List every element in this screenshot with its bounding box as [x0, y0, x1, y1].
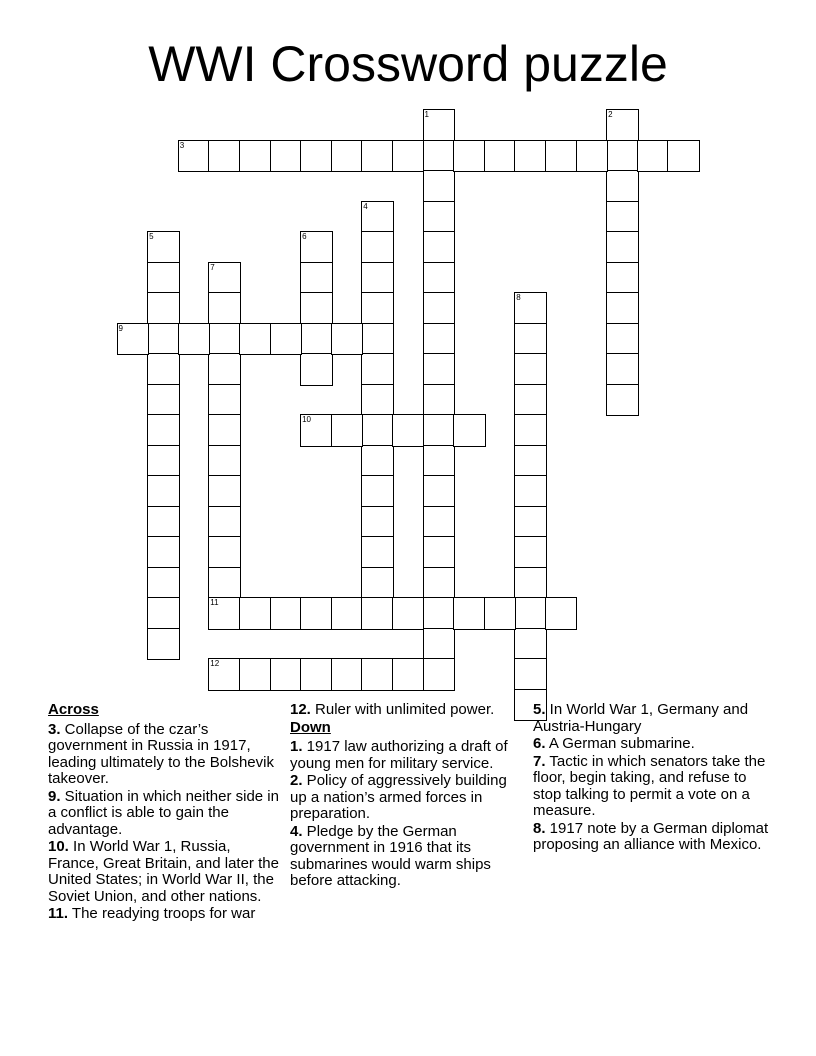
grid-cell[interactable] [515, 659, 546, 690]
grid-cell[interactable] [546, 598, 577, 629]
grid-cell[interactable] [209, 324, 240, 355]
clue-across-9: 9. Situation in which neither side in a conflict is able to gain the advantage. [48, 787, 279, 838]
grid-cell[interactable] [424, 446, 455, 477]
grid-cell[interactable] [271, 324, 302, 355]
grid-cell[interactable] [240, 324, 271, 355]
cell-number: 3 [179, 140, 185, 150]
grid-cell[interactable] [148, 507, 179, 538]
grid-cell[interactable] [424, 598, 455, 629]
grid-cell[interactable] [148, 385, 179, 416]
grid-cell[interactable] [209, 263, 240, 294]
grid-cell[interactable] [454, 141, 485, 172]
grid-cell[interactable] [209, 659, 240, 690]
grid-cell[interactable] [209, 141, 240, 172]
grid-cell[interactable] [209, 537, 240, 568]
clue-down-2: 2. Policy of aggressively building up a nation’s armed forces in preparation. [290, 772, 507, 822]
grid-cell[interactable] [515, 354, 546, 385]
cell-number: 6 [302, 232, 307, 241]
grid-cell[interactable] [362, 202, 393, 233]
grid-cell[interactable] [515, 385, 546, 416]
grid-cell[interactable] [454, 415, 485, 446]
clue-across-11: 11. The readying troops for war [48, 905, 256, 922]
cell-number: 7 [210, 262, 215, 272]
grid-cell[interactable] [362, 568, 393, 599]
grid-cell[interactable] [424, 293, 455, 324]
grid-cell[interactable] [424, 568, 455, 599]
grid-cell[interactable] [424, 202, 455, 233]
grid-cell[interactable] [424, 476, 455, 507]
grid-cell[interactable] [515, 629, 546, 660]
grid-cell[interactable] [638, 141, 669, 172]
grid-cell[interactable] [148, 293, 179, 324]
grid-cell[interactable] [607, 293, 638, 324]
cell-number: 5 [149, 232, 154, 241]
grid-cell[interactable] [332, 141, 363, 172]
grid-cell[interactable] [240, 141, 271, 172]
clue-down-6: 6. A German submarine. [533, 735, 695, 752]
grid-cell[interactable] [515, 568, 546, 599]
grid-cell[interactable] [362, 476, 393, 507]
grid-cell[interactable] [393, 598, 424, 629]
grid-cell[interactable] [332, 324, 363, 355]
cell-number: 11 [210, 598, 219, 607]
grid-cell[interactable] [148, 354, 179, 385]
clue-down-5: 5. In World War 1, Germany and Austria-Hungary [533, 701, 749, 735]
cell-number: 9 [118, 323, 123, 333]
grid-cell[interactable] [362, 232, 393, 263]
grid-cell[interactable] [332, 415, 363, 446]
grid-cell[interactable] [148, 415, 179, 446]
grid-cell[interactable] [301, 659, 332, 690]
grid-cell[interactable] [424, 537, 455, 568]
grid-cell[interactable] [362, 354, 393, 385]
cell-number: 4 [363, 201, 368, 211]
grid-cell[interactable] [301, 324, 332, 355]
grid-cell[interactable] [362, 293, 393, 324]
grid-cell[interactable] [515, 293, 546, 324]
grid-cell[interactable] [607, 354, 638, 385]
grid-cell[interactable] [271, 598, 302, 629]
cell-number: 2 [608, 110, 613, 119]
clue-down-1: 1. 1917 law authorizing a draft of young men for military service. [290, 738, 508, 772]
grid-cell[interactable] [209, 385, 240, 416]
clues-column-2 [290, 702, 526, 891]
grid-cell[interactable] [454, 598, 485, 629]
grid-cell[interactable] [118, 324, 149, 355]
grid-cell[interactable] [577, 141, 608, 172]
grid-cell[interactable] [240, 659, 271, 690]
grid-cell[interactable] [209, 415, 240, 446]
grid-cell[interactable] [148, 232, 179, 263]
grid-cell[interactable] [209, 476, 240, 507]
grid-cell[interactable] [546, 141, 577, 172]
grid-cell[interactable] [362, 446, 393, 477]
grid-cell[interactable] [301, 293, 332, 324]
grid-cell[interactable] [424, 141, 455, 172]
grid-cell[interactable] [515, 476, 546, 507]
grid-cell[interactable] [301, 232, 332, 263]
grid-cell[interactable] [424, 324, 455, 355]
grid-cell[interactable] [424, 171, 455, 202]
grid-cell[interactable] [209, 568, 240, 599]
grid-cell[interactable] [607, 171, 638, 202]
grid-cell[interactable] [393, 415, 424, 446]
grid-cell[interactable] [301, 415, 332, 446]
grid-cell[interactable] [515, 446, 546, 477]
clues-column-1 [48, 702, 284, 924]
grid-cell[interactable] [362, 598, 393, 629]
grid-cell[interactable] [607, 263, 638, 294]
grid-cell[interactable] [424, 507, 455, 538]
grid-cell[interactable] [240, 598, 271, 629]
grid-cell[interactable] [362, 659, 393, 690]
grid-cell[interactable] [301, 141, 332, 172]
grid-cell[interactable] [148, 263, 179, 294]
grid-cell[interactable] [424, 354, 455, 385]
grid-cell[interactable] [148, 537, 179, 568]
grid-cell[interactable] [424, 659, 455, 690]
grid-cell[interactable] [209, 507, 240, 538]
cell-number: 8 [516, 293, 521, 302]
grid-cell[interactable] [607, 202, 638, 233]
grid-cell[interactable] [515, 537, 546, 568]
cell-number: 12 [210, 659, 220, 668]
grid-cell[interactable] [362, 507, 393, 538]
grid-cell[interactable] [515, 324, 546, 355]
grid-cell[interactable] [607, 385, 638, 416]
grid-cell[interactable] [148, 568, 179, 599]
clue-down-8: 8. 1917 note by a German diplomat proposing an alliance with Mexico. [533, 819, 769, 853]
cell-number: 1 [424, 110, 429, 119]
grid-cell[interactable] [607, 141, 638, 172]
grid-cell[interactable] [362, 263, 393, 294]
clues-column-3 [533, 702, 769, 855]
grid-cell[interactable] [332, 598, 363, 629]
grid-cell[interactable] [515, 141, 546, 172]
grid-cell[interactable] [301, 263, 332, 294]
grid-cell[interactable] [607, 232, 638, 263]
grid-cell[interactable] [179, 141, 210, 172]
grid-cell[interactable] [393, 659, 424, 690]
grid-cell[interactable] [515, 415, 546, 446]
grid-cell[interactable] [362, 415, 393, 446]
clue-across-3: 3. Collapse of the czar’s government in Russia in 1917, leading ultimately to the Bolshevik takeover. [48, 720, 274, 787]
grid-cell[interactable] [424, 232, 455, 263]
cell-number: 10 [302, 415, 311, 424]
grid-cell[interactable] [424, 263, 455, 294]
grid-cell[interactable] [209, 293, 240, 324]
clue-across-10: 10. In World War 1, Russia, France, Great Britain, and later the United States; in World War II, the Soviet Union, and other nations. [48, 838, 279, 905]
grid-cell[interactable] [301, 598, 332, 629]
grid-cell[interactable] [515, 507, 546, 538]
grid-cell[interactable] [485, 598, 516, 629]
grid-cell[interactable] [362, 537, 393, 568]
grid-cell[interactable] [179, 324, 210, 355]
grid-cell[interactable] [424, 110, 455, 141]
grid-cell[interactable] [209, 598, 240, 629]
grid-cell[interactable] [485, 141, 516, 172]
page-title: WWI Crossword puzzle [148, 36, 668, 92]
grid-cell[interactable] [668, 141, 699, 172]
across-heading: Across [48, 701, 99, 718]
clue-across-12: 12. Ruler with unlimited power. [290, 701, 495, 718]
grid-cell[interactable] [148, 629, 179, 660]
grid-cell[interactable] [362, 324, 393, 355]
grid-cell[interactable] [332, 659, 363, 690]
grid-cell[interactable] [362, 385, 393, 416]
grid-cell[interactable] [607, 110, 638, 141]
grid-cell[interactable] [148, 324, 179, 355]
grid-cell[interactable] [209, 354, 240, 385]
grid-cell[interactable] [271, 659, 302, 690]
grid-cell[interactable] [301, 354, 332, 385]
grid-cell[interactable] [362, 141, 393, 172]
grid-cell[interactable] [148, 598, 179, 629]
grid-cell[interactable] [271, 141, 302, 172]
clue-down-7: 7. Tactic in which senators take the floor, begin taking, and refuse to stop talking to permit a vote on a measure. [533, 752, 766, 819]
grid-cell[interactable] [148, 476, 179, 507]
down-heading: Down [290, 718, 331, 736]
grid-cell[interactable] [424, 629, 455, 660]
grid-cell[interactable] [424, 385, 455, 416]
grid-cell[interactable] [148, 446, 179, 477]
grid-cell[interactable] [393, 141, 424, 172]
clue-down-4: 4. Pledge by the German government in 1916 that its submarines would warm ships before attacking. [290, 822, 491, 889]
grid-cell[interactable] [515, 598, 546, 629]
grid-cell[interactable] [424, 415, 455, 446]
grid-cell[interactable] [209, 446, 240, 477]
grid-cell[interactable] [607, 324, 638, 355]
